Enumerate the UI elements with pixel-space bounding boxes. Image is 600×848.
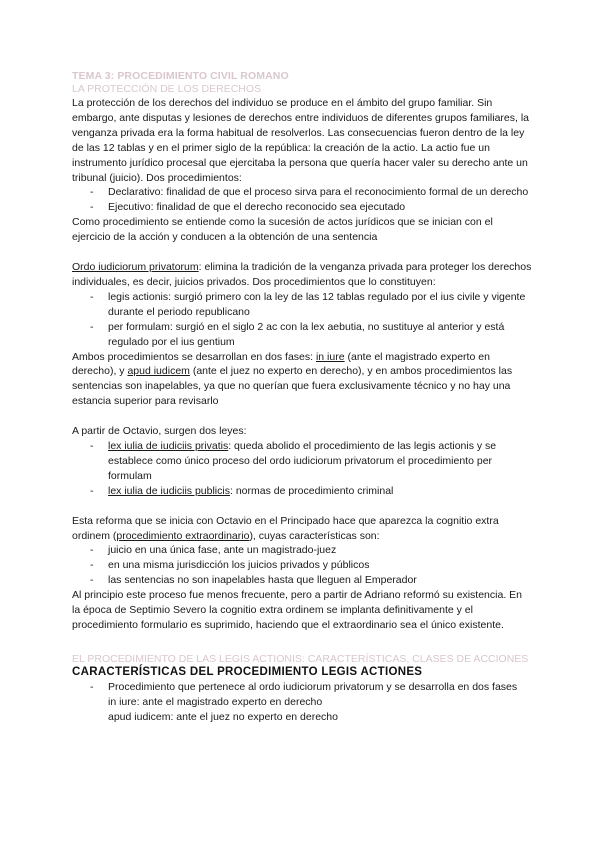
list-item: - lex iulia de iudiciis publicis: normas de procedimiento criminal bbox=[72, 484, 532, 499]
leyes-list bbox=[72, 439, 532, 499]
list-item: - las sentencias no son inapelables hasta que lleguen al Emperador bbox=[72, 573, 532, 588]
paragraph-adriano: Al principio este proceso fue menos frecuente, pero a partir de Adriano reformó su existencia. En la época de Septimio Severo la cognitio extra ordinem se implanta definitivamente y el procedimiento formulario es suprimido, haciendo que el extraordinario sea el único existente. bbox=[72, 589, 522, 631]
line-apud-iudicem: apud iudicem: ante el juez no experto en derecho bbox=[108, 711, 338, 724]
list-item: - juicio en una única fase, ante un magistrado-juez bbox=[72, 543, 532, 558]
procedures-list bbox=[72, 185, 532, 215]
term-in-iure: in iure bbox=[315, 350, 345, 363]
list-item: - en una misma jurisdicción los juicios privados y públicos bbox=[72, 558, 532, 573]
term-procedimiento-extraordinario: procedimiento extraordinario bbox=[116, 529, 250, 542]
term-ordo-iudiciorum: Ordo iudiciorum privatorum bbox=[72, 261, 199, 274]
paragraph-octavio: A partir de Octavio, surgen dos leyes: bbox=[72, 425, 247, 438]
paragraph-cognitio: Esta reforma que se inicia con Octavio en el Principado hace que aparezca la cognitio extra ordinem (procedimiento extraordinario), cuyas características son: bbox=[72, 514, 499, 542]
caracteristicas-list bbox=[72, 543, 532, 588]
list-item: - Ejecutivo: finalidad de que el derecho reconocido sea ejecutado bbox=[72, 200, 532, 215]
term-lex-publicis: lex iulia de iudiciis publicis bbox=[108, 484, 230, 497]
legis-list bbox=[72, 680, 532, 695]
section-heading-legis-actionis: EL PROCEDIMIENTO DE LAS LEGIS ACTIONIS: CARACTERÍSTICAS, CLASES DE ACCIONES bbox=[72, 652, 529, 665]
term-lex-privatis: lex iulia de iudiciis privatis bbox=[108, 440, 229, 453]
list-item: - lex iulia de iudiciis privatis: queda abolido el procedimiento de las legis actionis y se establece como único proceso del ordo iudiciorum privatorum el procedimiento per formulam bbox=[72, 439, 532, 484]
paragraph-ordo: Ordo iudiciorum privatorum: elimina la tradición de la venganza privada para proteger los derechos individuales, es decir, juicios privados. Dos procedimientos que lo constituyen: bbox=[72, 261, 532, 288]
line-in-iure: in iure: ante el magistrado experto en derecho bbox=[108, 696, 323, 709]
document-content bbox=[72, 70, 532, 725]
ordo-list bbox=[72, 290, 532, 350]
list-item: - legis actionis: surgió primero con la ley de las 12 tablas regulado por el ius civile y vigente durante el periodo republicano bbox=[72, 290, 532, 320]
document-title: TEMA 3: PROCEDIMIENTO CIVIL ROMANO bbox=[72, 70, 289, 82]
paragraph-intro: La protección de los derechos del individuo se produce en el ámbito del grupo familiar. Sin embargo, ante disputas y lesiones de derechos entre individuos de diferentes grupos familiares, la venganza privada era la forma habitual de resolverlos. Las consecuencias fueron dentro de la ley de las 12 tablas y en el primer siglo de la república: la creación de la actio. La actio fue un instrumento jurídico procesal que ejercitaba la persona que quería hacer valer su derecho ante un tribunal (juicio). Dos procedimientos: bbox=[72, 97, 530, 184]
paragraph-procedimiento: Como procedimiento se entiende como la sucesión de actos jurídicos que se inician con el ejercicio de la acción y conducen a la obtención de una sentencia bbox=[72, 216, 493, 244]
list-item: - Procedimiento que pertenece al ordo iudiciorum privatorum y se desarrolla en dos fases bbox=[72, 680, 532, 695]
section-heading-proteccion: LA PROTECCIÓN DE LOS DERECHOS bbox=[72, 83, 262, 95]
list-item: - Declarativo: finalidad de que el proceso sirva para el reconocimiento formal de un derecho bbox=[72, 185, 532, 200]
paragraph-fases: Ambos procedimientos se desarrollan en dos fases: in iure (ante el magistrado experto en derecho), y apud iudicem (ante el juez no experto en derecho), y en ambos procedimientos las sentencias son inapelables, ya que no querían que fuera exclusivamente técnico y no hay una estancia superior para revisarlo bbox=[72, 350, 513, 408]
list-item: - per formulam: surgió en el siglo 2 ac con la lex aebutia, no sustituye al anterior y está regulado por el ius gentium bbox=[72, 320, 532, 350]
subheading-caracteristicas: CARACTERÍSTICAS DEL PROCEDIMIENTO LEGIS ACTIONES bbox=[72, 666, 423, 679]
term-apud-iudicem: apud iudicem bbox=[127, 365, 190, 378]
